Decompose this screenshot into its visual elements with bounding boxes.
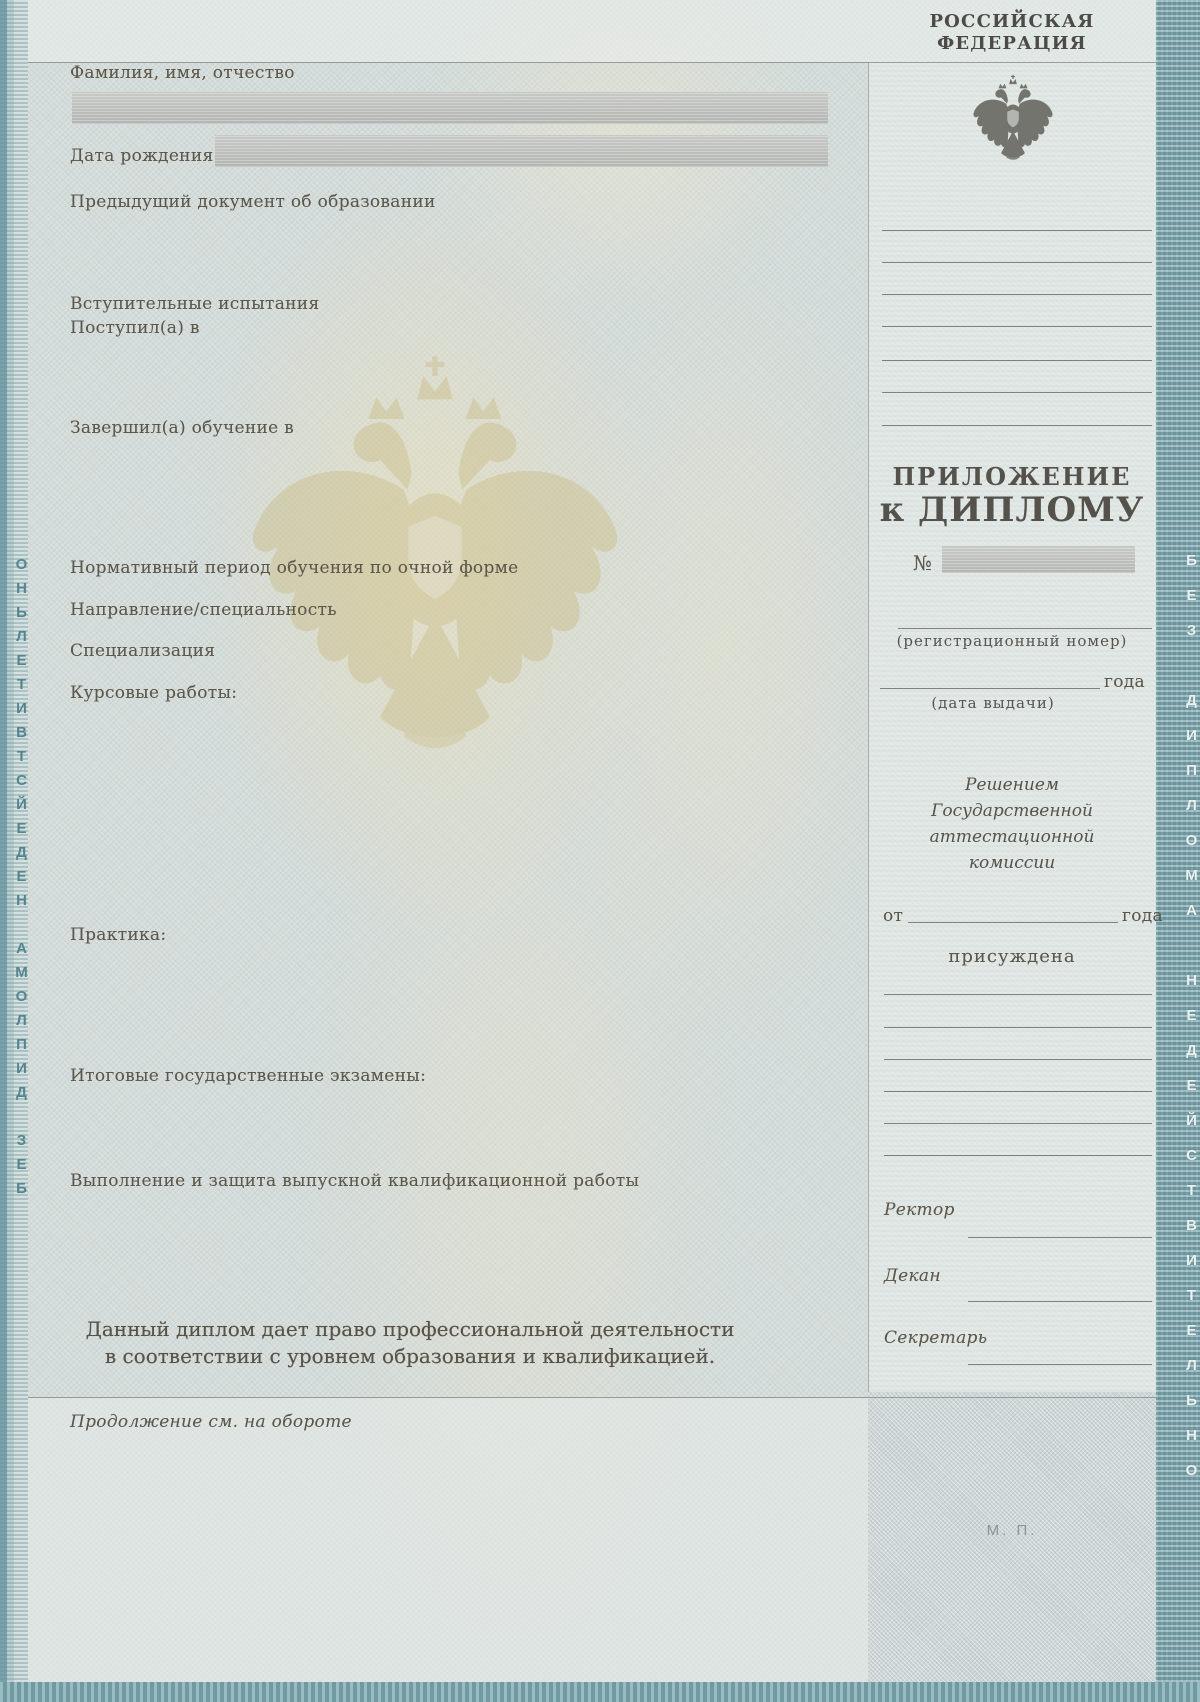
rector-label: Ректор (884, 1200, 955, 1220)
blank-line (884, 1123, 1152, 1124)
coursework-label: Курсовые работы: (70, 683, 238, 703)
rights-statement-line2: в соответствии с уровнем образования и квалификацией. (104, 1344, 716, 1368)
decision-line2: Государственной (931, 801, 1093, 821)
issue-date-caption: (дата выдачи) (931, 694, 1055, 712)
left-band-vertical-text: ОНЬЛЕТИВТСЙЕДЕН АМОЛПИД ЗЕБ (13, 556, 30, 1204)
rights-statement-line1: Данный диплом дает право профессиональной деятельности (85, 1317, 735, 1341)
birth-date-label: Дата рождения (70, 146, 214, 166)
dean-signature-line (968, 1301, 1152, 1302)
full-name-label: Фамилия, имя, отчество (70, 63, 295, 83)
registration-number-line (898, 628, 1152, 629)
from-year-label: года (1122, 906, 1163, 926)
entrance-exams-label: Вступительные испытания (70, 294, 320, 314)
blank-line (882, 230, 1152, 231)
continuation-note: Продолжение см. на обороте (70, 1412, 352, 1432)
secretary-label: Секретарь (884, 1328, 988, 1348)
from-label: от (883, 906, 904, 926)
blank-line (882, 360, 1152, 361)
full-name-redaction-bar (72, 92, 828, 124)
blank-line (884, 1027, 1152, 1028)
completed-label: Завершил(а) обучение в (70, 418, 295, 438)
country-header (868, 11, 1156, 55)
blank-line (882, 425, 1152, 426)
issue-date-line (880, 688, 1100, 689)
dean-label: Декан (884, 1266, 941, 1286)
right-band-vertical-text: БЕЗ ДИПЛОМА НЕДЕЙСТВИТЕЛЬНО (1183, 552, 1200, 1497)
blank-line (882, 294, 1152, 295)
blank-line (882, 392, 1152, 393)
enrolled-label: Поступил(а) в (70, 318, 200, 338)
state-exams-label: Итоговые государственные экзамены: (70, 1066, 427, 1086)
thesis-label: Выполнение и защита выпускной квалификационной работы (70, 1171, 640, 1191)
decision-line3: аттестационной (929, 827, 1095, 847)
blank-line (884, 1155, 1152, 1156)
decision-line1: Решением (965, 775, 1059, 795)
number-sign: № (913, 551, 933, 575)
country-line1: РОССИЙСКАЯ (929, 11, 1095, 32)
specialty-label: Направление/специальность (70, 600, 337, 620)
decision-date-line (908, 922, 1118, 923)
rector-signature-line (968, 1237, 1152, 1238)
divider-line (28, 1397, 1156, 1398)
blank-line (884, 994, 1152, 995)
bottom-security-band (0, 1682, 1200, 1702)
bottom-strip (28, 1398, 868, 1682)
blank-line (882, 326, 1152, 327)
seal-placeholder-label: М. П. (986, 1522, 1038, 1539)
blank-line (884, 1091, 1152, 1092)
blank-line (884, 1059, 1152, 1060)
decision-line4: комиссии (968, 853, 1056, 873)
blank-line (882, 262, 1152, 263)
birth-date-redaction-bar (215, 135, 828, 167)
country-line2: ФЕДЕРАЦИЯ (937, 33, 1087, 54)
issue-year-label: года (1104, 672, 1145, 692)
specialization-label: Специализация (70, 641, 216, 661)
secretary-signature-line (968, 1364, 1152, 1365)
rights-statement (60, 1316, 760, 1370)
coat-of-arms-icon (962, 66, 1064, 172)
practice-label: Практика: (70, 925, 167, 945)
awarded-label: присуждена (948, 946, 1076, 967)
normative-period-label: Нормативный период обучения по очной форме (70, 558, 519, 578)
supplement-title-line1: ПРИЛОЖЕНИЕ (892, 462, 1132, 491)
previous-document-label: Предыдущий документ об образовании (70, 192, 436, 212)
registration-number-caption: (регистрационный номер) (896, 632, 1128, 650)
commission-decision-block (868, 772, 1156, 876)
supplement-title-line2: к ДИПЛОМУ (879, 490, 1145, 530)
number-redaction-bar (942, 546, 1135, 573)
